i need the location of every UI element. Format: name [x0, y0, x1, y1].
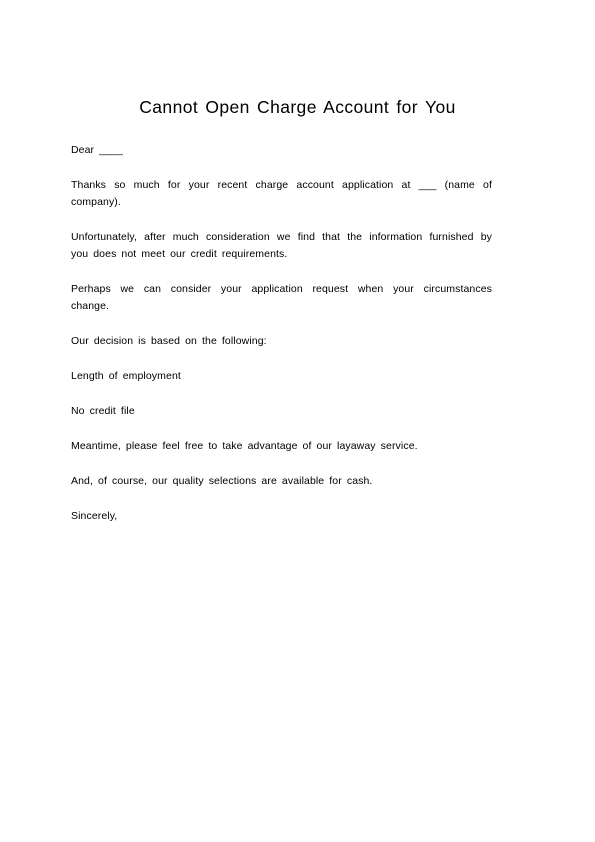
paragraph-decision: Our decision is based on the following: — [71, 335, 267, 347]
letter-body — [71, 142, 492, 543]
reason-credit-file: No credit file — [71, 405, 135, 417]
paragraph-perhaps: Perhaps we can consider your application request when your circumstances change. — [71, 283, 492, 312]
paragraph-unfortunately: Unfortunately, after much consideration we find that the information furnished by you does not meet our credit requirements. — [71, 231, 492, 260]
paragraph-thanks: Thanks so much for your recent charge account application at ___ (name of company). — [71, 179, 492, 208]
paragraph-layaway: Meantime, please feel free to take advantage of our layaway service. — [71, 440, 418, 452]
closing: Sincerely, — [71, 510, 118, 522]
paragraph-cash: And, of course, our quality selections are available for cash. — [71, 475, 373, 487]
salutation: Dear ____ — [71, 144, 123, 156]
reason-employment: Length of employment — [71, 370, 181, 382]
document-title: Cannot Open Charge Account for You — [139, 97, 456, 117]
